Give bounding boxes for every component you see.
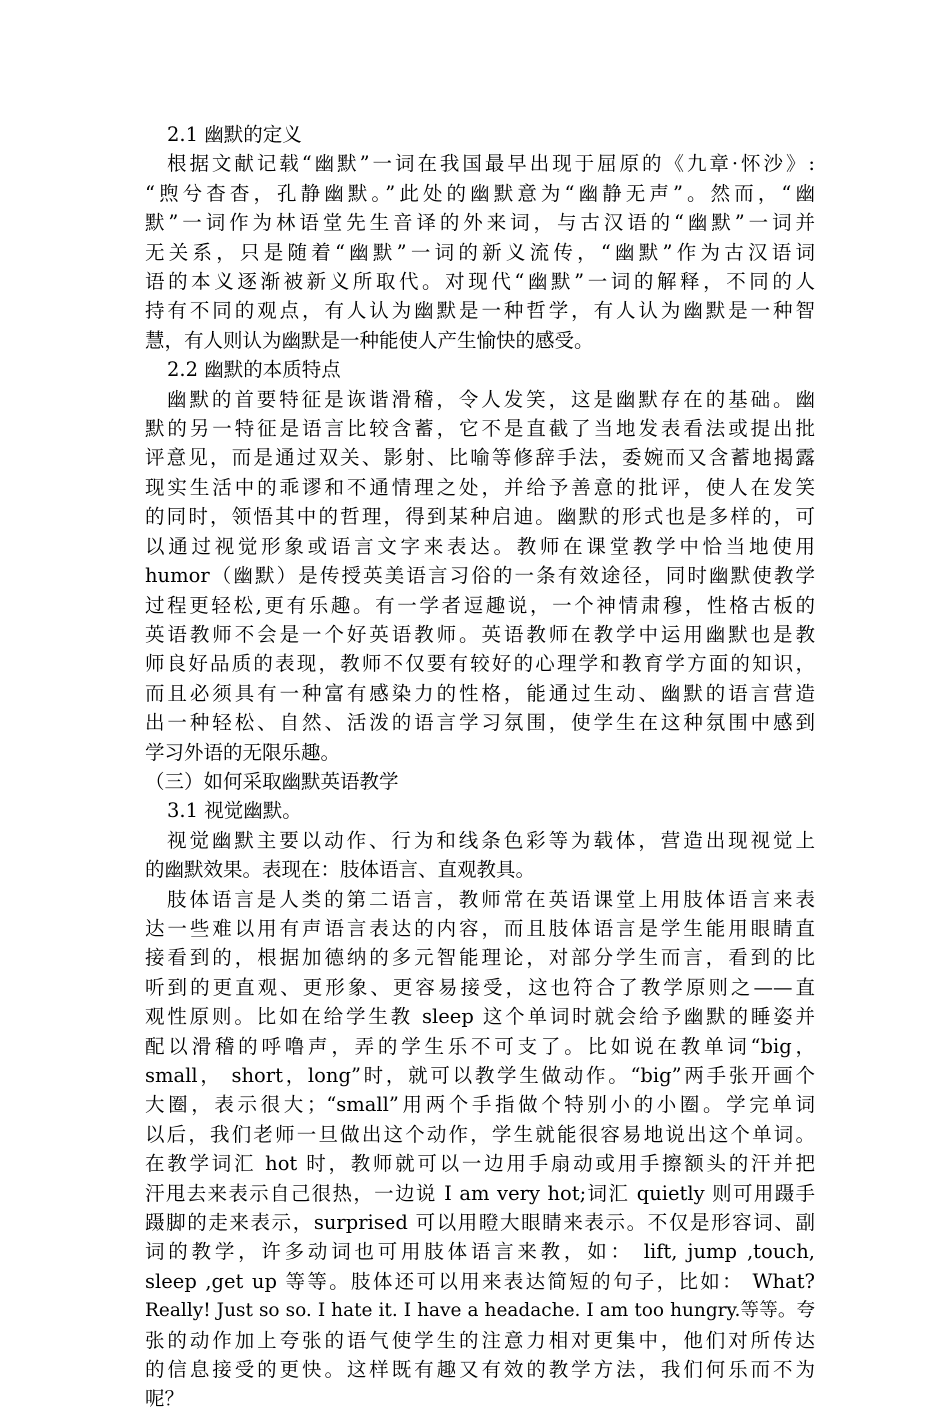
text-line: 过程更轻松,更有乐趣。有一学者逗趣说，一个神情肃穆，性格古板的 [145, 593, 815, 617]
text-line: 达一些难以用有声语言表达的内容，而且肢体语言是学生能用眼睛直 [145, 916, 815, 940]
text-line: 学习外语的无限乐趣。 [145, 740, 341, 764]
text-line: 配以滑稽的呼噜声，弄的学生乐不可支了。比如说在教单词“big， [145, 1034, 815, 1058]
text-line: 英语教师不会是一个好英语教师。英语教师在教学中运用幽默也是教 [145, 622, 815, 646]
text-line: Really! Just so so. I hate it. I have a headache. I am too hungry.等等。夸 [145, 1300, 815, 1322]
text-line: 而且必须具有一种富有感染力的性格，能通过生动、幽默的语言营造 [145, 681, 815, 705]
text-line: 词的教学，许多动词也可用肢体语言来教，如： lift, jump ,touch, [145, 1240, 815, 1264]
text-line: 的信息接受的更快。这样既有趣又有效的教学方法，我们何乐而不为 [145, 1358, 815, 1382]
text-line: sleep ,get up 等等。肢体还可以用来表达简短的句子，比如： What? [145, 1269, 815, 1293]
text-line: 肢体语言是人类的第二语言，教师常在英语课堂上用肢体语言来表 [167, 887, 815, 911]
text-line: 2.1 幽默的定义 [167, 123, 302, 146]
text-line: 以后，我们老师一旦做出这个动作，学生就能很容易地说出这个单词。 [145, 1122, 815, 1146]
document-body [145, 120, 815, 1414]
text-line: 听到的更直观、更形象、更容易接受，这也符合了教学原则之——直 [145, 975, 815, 999]
text-line: 默的另一特征是语言比较含蓄，它不是直截了当地发表看法或提出批 [145, 417, 815, 441]
text-line: 语的本义逐渐被新义所取代。对现代“幽默”一词的解释，不同的人 [145, 270, 815, 294]
text-line: 的幽默效果。表现在：肢体语言、直观教具。 [145, 858, 536, 882]
text-line: small， short，long”时，就可以教学生做动作。“big”两手张开画个 [145, 1064, 815, 1087]
text-line: 现实生活中的乖谬和不通情理之处，并给予善意的批评，使人在发笑 [145, 475, 815, 499]
text-line: 评意见，而是通过双关、影射、比喻等修辞手法，委婉而又含蓄地揭露 [145, 446, 815, 470]
text-line: 师良好品质的表现，教师不仅要有较好的心理学和教育学方面的知识， [145, 652, 815, 676]
text-line: 2.2 幽默的本质特点 [167, 358, 341, 382]
text-line: 以通过视觉形象或语言文字来表达。教师在课堂教学中恰当地使用 [145, 534, 815, 558]
text-line: 持有不同的观点，有人认为幽默是一种哲学，有人认为幽默是一种智 [145, 299, 815, 323]
text-line: 3.1 视觉幽默。 [167, 799, 302, 823]
text-line: “煦兮杳杳，孔静幽默。”此处的幽默意为“幽静无声”。然而，“幽 [145, 181, 815, 205]
text-line: 的同时，领悟其中的哲理，得到某种启迪。幽默的形式也是多样的，可 [145, 505, 815, 529]
text-line: （三）如何采取幽默英语教学 [145, 769, 399, 793]
text-line: 大圈，表示很大；“small”用两个手指做个特别小的小圈。学完单词 [145, 1093, 815, 1117]
text-line: 默”一词作为林语堂先生音译的外来词，与古汉语的“幽默”一词并 [145, 211, 815, 235]
text-line: 慧，有人则认为幽默是一种能使人产生愉快的感受。 [145, 328, 594, 352]
text-line: 接看到的，根据加德纳的多元智能理论，对部分学生而言，看到的比 [145, 946, 815, 970]
text-line: 根据文献记载“幽默”一词在我国最早出现于屈原的《九章·怀沙》: [167, 152, 815, 176]
text-line: 呢？ [145, 1387, 185, 1411]
text-line: 在教学词汇 hot 时，教师就可以一边用手扇动或用手擦额头的汗并把 [145, 1152, 815, 1176]
text-line: 幽默的首要特征是诙谐滑稽，令人发笑，这是幽默存在的基础。幽 [167, 387, 815, 411]
text-line: humor（幽默）是传授英美语言习俗的一条有效途径，同时幽默使教学 [145, 564, 815, 588]
text-line: 无关系，只是随着“幽默”一词的新义流传，“幽默”作为古汉语词 [145, 240, 815, 264]
text-line: 观性原则。比如在给学生教 sleep 这个单词时就会给予幽默的睡姿并 [145, 1005, 815, 1029]
text-line: 汗甩去来表示自己很热，一边说 I am very hot;词汇 quietly 则可用蹑手 [145, 1181, 815, 1205]
text-line: 张的动作加上夸张的语气使学生的注意力相对更集中，他们对所传达 [145, 1328, 815, 1352]
text-line: 出一种轻松、自然、活泼的语言学习氛围，使学生在这种氛围中感到 [145, 711, 815, 735]
text-line: 蹑脚的走来表示，surprised 可以用瞪大眼睛来表示。不仅是形容词、副 [145, 1211, 815, 1235]
text-line: 视觉幽默主要以动作、行为和线条色彩等为载体，营造出现视觉上 [167, 828, 815, 852]
